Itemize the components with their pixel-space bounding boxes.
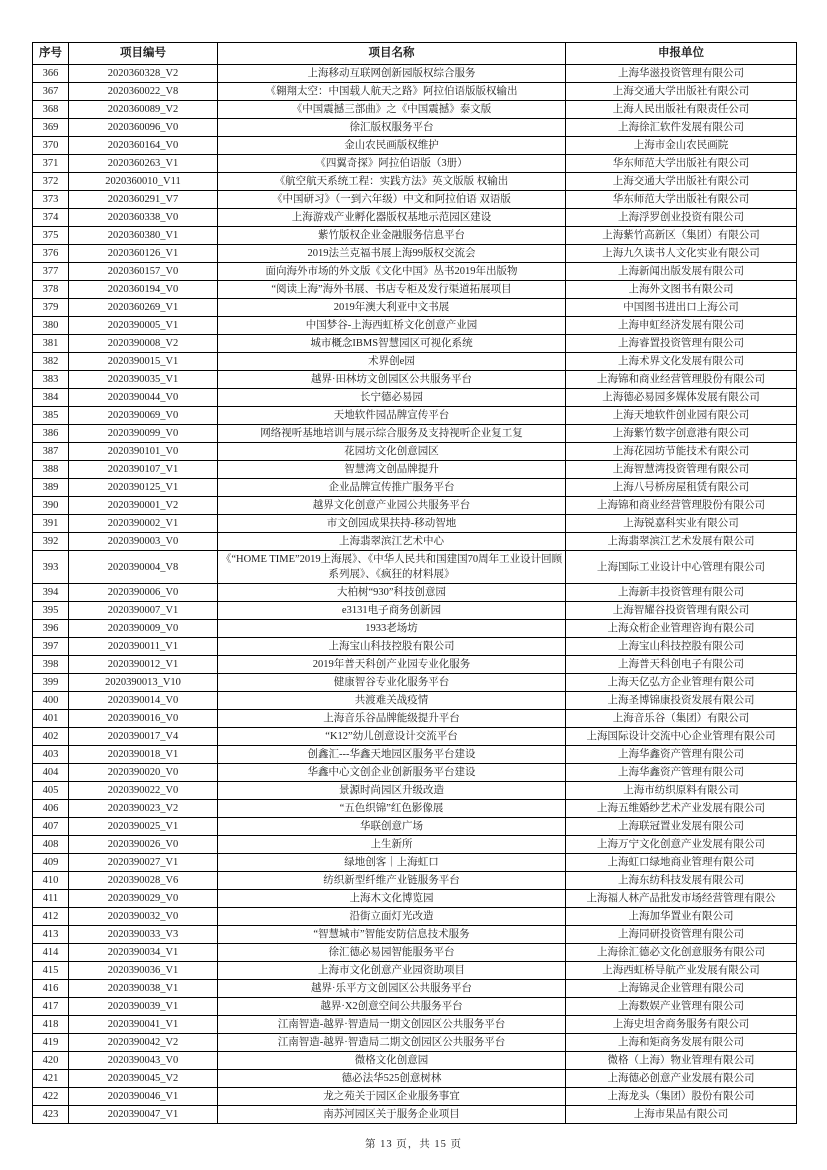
- cell-declaring-unit: 上海翡翠滨江艺术发展有限公司: [566, 533, 797, 551]
- table-row: [33, 944, 797, 962]
- cell-declaring-unit: 上海锦和商业经营管理股份有限公司: [566, 497, 797, 515]
- cell-seq: 385: [33, 407, 69, 425]
- table-row: [33, 83, 797, 101]
- cell-seq: 381: [33, 335, 69, 353]
- cell-declaring-unit: 上海天亿弘方企业管理有限公司: [566, 674, 797, 692]
- cell-seq: 368: [33, 101, 69, 119]
- cell-project-id: 2020360380_V1: [69, 227, 218, 245]
- cell-declaring-unit: 上海华鑫资产管理有限公司: [566, 746, 797, 764]
- cell-project-id: 2020390009_V0: [69, 620, 218, 638]
- table-row: [33, 299, 797, 317]
- cell-declaring-unit: 华东师范大学出版社有限公司: [566, 155, 797, 173]
- cell-project-name: 微格文化创意园: [218, 1052, 566, 1070]
- cell-project-name: 城市概念IBMS智慧园区可视化系统: [218, 335, 566, 353]
- cell-project-name: 华鑫中心文创企业创新服务平台建设: [218, 764, 566, 782]
- cell-project-id: 2020390020_V0: [69, 764, 218, 782]
- table-row: [33, 854, 797, 872]
- header-seq: 序号: [33, 43, 69, 65]
- cell-seq: 408: [33, 836, 69, 854]
- cell-project-id: 2020390003_V0: [69, 533, 218, 551]
- table-row: [33, 620, 797, 638]
- cell-project-name: 纺织新型纤维产业链服务平台: [218, 872, 566, 890]
- cell-project-id: 2020390005_V1: [69, 317, 218, 335]
- header-declaring-unit: 申报单位: [566, 43, 797, 65]
- cell-seq: 403: [33, 746, 69, 764]
- cell-seq: 366: [33, 65, 69, 83]
- cell-seq: 417: [33, 998, 69, 1016]
- cell-project-name: 越界·乐平方文创园区公共服务平台: [218, 980, 566, 998]
- cell-project-name: “智慧城市”智能安防信息技术服务: [218, 926, 566, 944]
- table-row: [33, 137, 797, 155]
- cell-project-name: 江南智造-越界·智造局一期文创园区公共服务平台: [218, 1016, 566, 1034]
- cell-project-id: 2020390018_V1: [69, 746, 218, 764]
- cell-seq: 404: [33, 764, 69, 782]
- cell-declaring-unit: 上海虹口绿地商业管理有限公司: [566, 854, 797, 872]
- cell-declaring-unit: 上海锐嘉科实业有限公司: [566, 515, 797, 533]
- cell-project-id: 2020390041_V1: [69, 1016, 218, 1034]
- cell-project-id: 2020360338_V0: [69, 209, 218, 227]
- cell-project-id: 2020390029_V0: [69, 890, 218, 908]
- cell-declaring-unit: 上海东纺科技发展有限公司: [566, 872, 797, 890]
- table-row: [33, 65, 797, 83]
- cell-seq: 369: [33, 119, 69, 137]
- table-row: [33, 1034, 797, 1052]
- cell-seq: 392: [33, 533, 69, 551]
- cell-project-id: 2020390033_V3: [69, 926, 218, 944]
- cell-project-name: 上海市文化创意产业园资助项目: [218, 962, 566, 980]
- cell-project-id: 2020390027_V1: [69, 854, 218, 872]
- cell-seq: 371: [33, 155, 69, 173]
- table-row: [33, 1106, 797, 1124]
- cell-project-id: 2020390034_V1: [69, 944, 218, 962]
- cell-seq: 380: [33, 317, 69, 335]
- cell-project-id: 2020390012_V1: [69, 656, 218, 674]
- table-row: [33, 281, 797, 299]
- cell-project-name: 企业品牌宣传推广服务平台: [218, 479, 566, 497]
- cell-project-name: 南苏河园区关于服务企业项目: [218, 1106, 566, 1124]
- cell-project-name: 2019年澳大利亚中文书展: [218, 299, 566, 317]
- cell-project-name: 《中国研习》（一到六年级）中文和阿拉伯语 双语版: [218, 191, 566, 209]
- cell-seq: 419: [33, 1034, 69, 1052]
- cell-declaring-unit: 上海人民出版社有限责任公司: [566, 101, 797, 119]
- table-row: [33, 245, 797, 263]
- cell-seq: 414: [33, 944, 69, 962]
- cell-declaring-unit: 中国图书进出口上海公司: [566, 299, 797, 317]
- cell-seq: 382: [33, 353, 69, 371]
- cell-seq: 389: [33, 479, 69, 497]
- cell-declaring-unit: 上海九久读书人文化实业有限公司: [566, 245, 797, 263]
- cell-project-id: 2020390014_V0: [69, 692, 218, 710]
- cell-project-name: 创鑫汇---华鑫天地园区服务平台建设: [218, 746, 566, 764]
- table-row: [33, 818, 797, 836]
- cell-project-id: 2020390038_V1: [69, 980, 218, 998]
- table-header: [33, 43, 797, 65]
- cell-project-name: 《“HOME TIME”2019上海展》、《中华人民共和国建国70周年工业设计回顾系列展》、《疯狂的材料展》: [218, 551, 566, 584]
- table-row: [33, 962, 797, 980]
- cell-project-name: 上海游戏产业孵化器版权基地示范园区建设: [218, 209, 566, 227]
- cell-project-id: 2020390004_V8: [69, 551, 218, 584]
- cell-seq: 409: [33, 854, 69, 872]
- cell-declaring-unit: 上海德必易园多媒体发展有限公司: [566, 389, 797, 407]
- cell-project-name: 2019法兰克福书展上海99版权交流会: [218, 245, 566, 263]
- cell-seq: 401: [33, 710, 69, 728]
- table-row: [33, 800, 797, 818]
- cell-declaring-unit: 上海智慧湾投资管理有限公司: [566, 461, 797, 479]
- table-row: [33, 980, 797, 998]
- cell-project-name: 《四翼奇探》阿拉伯语版（3册）: [218, 155, 566, 173]
- cell-project-name: 市文创园成果扶持-移动智地: [218, 515, 566, 533]
- cell-project-name: 江南智造-越界·智造局二期文创园区公共服务平台: [218, 1034, 566, 1052]
- table-row: [33, 584, 797, 602]
- cell-project-id: 2020390006_V0: [69, 584, 218, 602]
- cell-seq: 367: [33, 83, 69, 101]
- cell-seq: 410: [33, 872, 69, 890]
- cell-declaring-unit: 上海华滋投资管理有限公司: [566, 65, 797, 83]
- cell-seq: 406: [33, 800, 69, 818]
- cell-project-id: 2020390047_V1: [69, 1106, 218, 1124]
- cell-seq: 391: [33, 515, 69, 533]
- cell-declaring-unit: 上海交通大学出版社有限公司: [566, 83, 797, 101]
- cell-seq: 395: [33, 602, 69, 620]
- cell-seq: 399: [33, 674, 69, 692]
- table-row: [33, 101, 797, 119]
- cell-declaring-unit: 上海徐汇德必文化创意服务有限公司: [566, 944, 797, 962]
- cell-project-id: 2020360269_V1: [69, 299, 218, 317]
- cell-project-name: 《中国震撼三部曲》之《中国震撼》泰文版: [218, 101, 566, 119]
- cell-project-name: 2019年普天科创产业园专业化服务: [218, 656, 566, 674]
- cell-seq: 373: [33, 191, 69, 209]
- cell-project-name: 上生新所: [218, 836, 566, 854]
- cell-project-name: 德必法华525创意树林: [218, 1070, 566, 1088]
- cell-declaring-unit: 上海和矩商务发展有限公司: [566, 1034, 797, 1052]
- table-row: [33, 764, 797, 782]
- table-row: [33, 407, 797, 425]
- cell-declaring-unit: 微格（上海）物业管理有限公司: [566, 1052, 797, 1070]
- cell-project-name: 金山农民画版权维护: [218, 137, 566, 155]
- cell-project-id: 2020390026_V0: [69, 836, 218, 854]
- cell-seq: 383: [33, 371, 69, 389]
- cell-seq: 378: [33, 281, 69, 299]
- cell-declaring-unit: 上海八号桥房屋租赁有限公司: [566, 479, 797, 497]
- cell-seq: 379: [33, 299, 69, 317]
- cell-project-name: 中国梦谷-上海西虹桥文化创意产业园: [218, 317, 566, 335]
- table-body: [33, 65, 797, 1124]
- cell-project-id: 2020360096_V0: [69, 119, 218, 137]
- cell-declaring-unit: 上海锦灵企业管理有限公司: [566, 980, 797, 998]
- cell-declaring-unit: 上海五维婚纱艺术产业发展有限公司: [566, 800, 797, 818]
- cell-declaring-unit: 上海花园坊节能技术有限公司: [566, 443, 797, 461]
- table-row: [33, 479, 797, 497]
- cell-seq: 423: [33, 1106, 69, 1124]
- cell-seq: 384: [33, 389, 69, 407]
- table-row: [33, 998, 797, 1016]
- cell-project-name: 健康智谷专业化服务平台: [218, 674, 566, 692]
- cell-seq: 405: [33, 782, 69, 800]
- cell-project-name: 紫竹版权企业金融服务信息平台: [218, 227, 566, 245]
- table-row: [33, 335, 797, 353]
- cell-project-id: 2020390039_V1: [69, 998, 218, 1016]
- table-row: [33, 836, 797, 854]
- cell-declaring-unit: 上海紫竹数字创意港有限公司: [566, 425, 797, 443]
- cell-project-id: 2020390013_V10: [69, 674, 218, 692]
- cell-seq: 418: [33, 1016, 69, 1034]
- cell-project-name: 网络视听基地培训与展示综合服务及支持视听企业复工复: [218, 425, 566, 443]
- cell-project-id: 2020390028_V6: [69, 872, 218, 890]
- cell-project-name: 上海音乐谷品牌能级提升平台: [218, 710, 566, 728]
- cell-declaring-unit: 上海德必创意产业发展有限公司: [566, 1070, 797, 1088]
- cell-project-id: 2020390035_V1: [69, 371, 218, 389]
- table-row: [33, 1088, 797, 1106]
- cell-project-id: 2020390043_V0: [69, 1052, 218, 1070]
- cell-project-name: 越界·X2创意空间公共服务平台: [218, 998, 566, 1016]
- cell-project-name: 智慧湾文创品牌提升: [218, 461, 566, 479]
- cell-project-name: 绿地创客｜上海虹口: [218, 854, 566, 872]
- table-row: [33, 926, 797, 944]
- cell-declaring-unit: 上海联冠置业发展有限公司: [566, 818, 797, 836]
- header-project-name: 项目名称: [218, 43, 566, 65]
- table-row: [33, 173, 797, 191]
- cell-project-id: 2020360328_V2: [69, 65, 218, 83]
- cell-project-name: 1933老场坊: [218, 620, 566, 638]
- cell-declaring-unit: 上海福人林产品批发市场经营管理有限公: [566, 890, 797, 908]
- cell-declaring-unit: 上海智耀谷投资管理有限公司: [566, 602, 797, 620]
- cell-declaring-unit: 上海市果品有限公司: [566, 1106, 797, 1124]
- table-row: [33, 872, 797, 890]
- cell-project-id: 2020390042_V2: [69, 1034, 218, 1052]
- cell-project-name: 景源时尚园区升级改造: [218, 782, 566, 800]
- table-row: [33, 656, 797, 674]
- cell-project-id: 2020390032_V0: [69, 908, 218, 926]
- cell-project-id: 2020390044_V0: [69, 389, 218, 407]
- table-row: [33, 551, 797, 584]
- table-row: [33, 782, 797, 800]
- cell-declaring-unit: 上海新丰投资管理有限公司: [566, 584, 797, 602]
- cell-declaring-unit: 上海交通大学出版社有限公司: [566, 173, 797, 191]
- table-row: [33, 497, 797, 515]
- table-row: [33, 155, 797, 173]
- cell-project-name: 上海木文化博览园: [218, 890, 566, 908]
- cell-seq: 420: [33, 1052, 69, 1070]
- cell-project-id: 2020390125_V1: [69, 479, 218, 497]
- table-row: [33, 119, 797, 137]
- cell-declaring-unit: 上海数娱产业管理有限公司: [566, 998, 797, 1016]
- cell-declaring-unit: 上海音乐谷（集团）有限公司: [566, 710, 797, 728]
- cell-project-id: 2020390011_V1: [69, 638, 218, 656]
- header-row: [33, 43, 797, 65]
- table-row: [33, 353, 797, 371]
- cell-declaring-unit: 上海同研投资管理有限公司: [566, 926, 797, 944]
- cell-seq: 390: [33, 497, 69, 515]
- cell-seq: 393: [33, 551, 69, 584]
- cell-declaring-unit: 上海众桁企业管理咨询有限公司: [566, 620, 797, 638]
- cell-seq: 402: [33, 728, 69, 746]
- cell-project-name: 沿街立面灯光改造: [218, 908, 566, 926]
- table-row: [33, 425, 797, 443]
- cell-project-id: 2020360010_V11: [69, 173, 218, 191]
- table-row: [33, 461, 797, 479]
- cell-project-name: e3131电子商务创新园: [218, 602, 566, 620]
- cell-seq: 400: [33, 692, 69, 710]
- cell-declaring-unit: 上海天地软件创业园有限公司: [566, 407, 797, 425]
- cell-declaring-unit: 上海西虹桥导航产业发展有限公司: [566, 962, 797, 980]
- cell-declaring-unit: 上海宝山科技控股有限公司: [566, 638, 797, 656]
- table-row: [33, 890, 797, 908]
- cell-project-name: 上海宝山科技控股有限公司: [218, 638, 566, 656]
- page-number: 第 13 页，共 15 页: [365, 1139, 462, 1150]
- cell-declaring-unit: 上海市金山农民画院: [566, 137, 797, 155]
- cell-declaring-unit: 上海万宁文化创意产业发展有限公司: [566, 836, 797, 854]
- cell-project-id: 2020360194_V0: [69, 281, 218, 299]
- cell-project-id: 2020390045_V2: [69, 1070, 218, 1088]
- table-row: [33, 533, 797, 551]
- cell-project-id: 2020360126_V1: [69, 245, 218, 263]
- cell-project-name: 越界·田林坊文创园区公共服务平台: [218, 371, 566, 389]
- cell-seq: 421: [33, 1070, 69, 1088]
- cell-project-name: 《翱翔太空：中国载人航天之路》阿拉伯语版版权输出: [218, 83, 566, 101]
- table-row: [33, 317, 797, 335]
- header-project-id: 项目编号: [69, 43, 218, 65]
- cell-project-id: 2020390008_V2: [69, 335, 218, 353]
- cell-seq: 372: [33, 173, 69, 191]
- cell-declaring-unit: 上海圣博锦康投资发展有限公司: [566, 692, 797, 710]
- cell-project-id: 2020390007_V1: [69, 602, 218, 620]
- cell-declaring-unit: 上海新闻出版发展有限公司: [566, 263, 797, 281]
- cell-project-id: 2020390001_V2: [69, 497, 218, 515]
- table-row: [33, 263, 797, 281]
- table-row: [33, 908, 797, 926]
- cell-seq: 422: [33, 1088, 69, 1106]
- cell-project-name: 徐汇德必易园智能服务平台: [218, 944, 566, 962]
- cell-project-name: 徐汇版权服务平台: [218, 119, 566, 137]
- cell-seq: 376: [33, 245, 69, 263]
- cell-declaring-unit: 上海浮罗创业投资有限公司: [566, 209, 797, 227]
- cell-seq: 374: [33, 209, 69, 227]
- table-row: [33, 710, 797, 728]
- cell-project-name: 术界创e园: [218, 353, 566, 371]
- table-row: [33, 371, 797, 389]
- cell-seq: 375: [33, 227, 69, 245]
- cell-project-name: 越界文化创意产业园公共服务平台: [218, 497, 566, 515]
- cell-declaring-unit: 上海国际工业设计中心管理有限公司: [566, 551, 797, 584]
- table-row: [33, 209, 797, 227]
- cell-seq: 387: [33, 443, 69, 461]
- table-row: [33, 746, 797, 764]
- cell-declaring-unit: 上海徐汇软件发展有限公司: [566, 119, 797, 137]
- table-row: [33, 1070, 797, 1088]
- cell-declaring-unit: 上海普天科创电子有限公司: [566, 656, 797, 674]
- cell-project-id: 2020390046_V1: [69, 1088, 218, 1106]
- cell-project-id: 2020390107_V1: [69, 461, 218, 479]
- cell-project-id: 2020360263_V1: [69, 155, 218, 173]
- cell-project-name: 上海翡翠滨江艺术中心: [218, 533, 566, 551]
- cell-seq: 394: [33, 584, 69, 602]
- cell-declaring-unit: 上海国际设计交流中心企业管理有限公司: [566, 728, 797, 746]
- cell-seq: 407: [33, 818, 69, 836]
- cell-seq: 388: [33, 461, 69, 479]
- cell-project-name: 共渡难关战疫情: [218, 692, 566, 710]
- cell-declaring-unit: 华东师范大学出版社有限公司: [566, 191, 797, 209]
- table-row: [33, 227, 797, 245]
- cell-project-id: 2020360022_V8: [69, 83, 218, 101]
- cell-declaring-unit: 上海紫竹高新区（集团）有限公司: [566, 227, 797, 245]
- cell-project-id: 2020360157_V0: [69, 263, 218, 281]
- cell-declaring-unit: 上海外文图书有限公司: [566, 281, 797, 299]
- table-row: [33, 1052, 797, 1070]
- cell-project-id: 2020360291_V7: [69, 191, 218, 209]
- cell-project-name: 花园坊文化创意园区: [218, 443, 566, 461]
- cell-project-id: 2020390025_V1: [69, 818, 218, 836]
- cell-declaring-unit: 上海龙头（集团）股份有限公司: [566, 1088, 797, 1106]
- cell-project-id: 2020390022_V0: [69, 782, 218, 800]
- cell-declaring-unit: 上海市纺织原料有限公司: [566, 782, 797, 800]
- cell-declaring-unit: 上海加华置业有限公司: [566, 908, 797, 926]
- cell-project-name: 大柏树“930”科技创意园: [218, 584, 566, 602]
- cell-project-name: “阅读上海”海外书展、书店专柜及发行渠道拓展项目: [218, 281, 566, 299]
- table-row: [33, 728, 797, 746]
- cell-seq: 416: [33, 980, 69, 998]
- cell-declaring-unit: 上海申虹经济发展有限公司: [566, 317, 797, 335]
- cell-declaring-unit: 上海华鑫资产管理有限公司: [566, 764, 797, 782]
- cell-seq: 413: [33, 926, 69, 944]
- table-row: [33, 638, 797, 656]
- cell-project-id: 2020390002_V1: [69, 515, 218, 533]
- cell-project-id: 2020390101_V0: [69, 443, 218, 461]
- cell-project-name: 龙之苑关于园区企业服务事宜: [218, 1088, 566, 1106]
- table-row: [33, 389, 797, 407]
- cell-project-name: “K12”幼儿创意设计交流平台: [218, 728, 566, 746]
- cell-project-id: 2020360089_V2: [69, 101, 218, 119]
- table-row: [33, 674, 797, 692]
- cell-project-id: 2020390016_V0: [69, 710, 218, 728]
- cell-seq: 412: [33, 908, 69, 926]
- cell-project-id: 2020390099_V0: [69, 425, 218, 443]
- project-table: [32, 42, 797, 1124]
- cell-seq: 397: [33, 638, 69, 656]
- table-row: [33, 1016, 797, 1034]
- cell-seq: 370: [33, 137, 69, 155]
- cell-project-name: 天地软件园品牌宣传平台: [218, 407, 566, 425]
- cell-project-name: “五色织锦”红色影像展: [218, 800, 566, 818]
- cell-project-id: 2020390069_V0: [69, 407, 218, 425]
- cell-declaring-unit: 上海锦和商业经营管理股份有限公司: [566, 371, 797, 389]
- cell-project-id: 2020390015_V1: [69, 353, 218, 371]
- table-row: [33, 515, 797, 533]
- cell-seq: 396: [33, 620, 69, 638]
- cell-seq: 411: [33, 890, 69, 908]
- cell-project-name: 《航空航天系统工程：实践方法》英文版版 权输出: [218, 173, 566, 191]
- cell-project-id: 2020390036_V1: [69, 962, 218, 980]
- cell-seq: 386: [33, 425, 69, 443]
- cell-project-id: 2020360164_V0: [69, 137, 218, 155]
- cell-project-id: 2020390017_V4: [69, 728, 218, 746]
- table-row: [33, 692, 797, 710]
- cell-project-name: 面向海外市场的外文版《文化中国》丛书2019年出版物: [218, 263, 566, 281]
- cell-seq: 377: [33, 263, 69, 281]
- cell-project-id: 2020390023_V2: [69, 800, 218, 818]
- cell-seq: 398: [33, 656, 69, 674]
- cell-project-name: 上海移动互联网创新园版权综合服务: [218, 65, 566, 83]
- cell-declaring-unit: 上海睿置投资管理有限公司: [566, 335, 797, 353]
- table-row: [33, 443, 797, 461]
- cell-project-name: 华联创意广场: [218, 818, 566, 836]
- table-row: [33, 602, 797, 620]
- table-row: [33, 191, 797, 209]
- cell-declaring-unit: 上海史坦舍商务服务有限公司: [566, 1016, 797, 1034]
- cell-seq: 415: [33, 962, 69, 980]
- cell-declaring-unit: 上海术界文化发展有限公司: [566, 353, 797, 371]
- cell-project-name: 长宁德必易园: [218, 389, 566, 407]
